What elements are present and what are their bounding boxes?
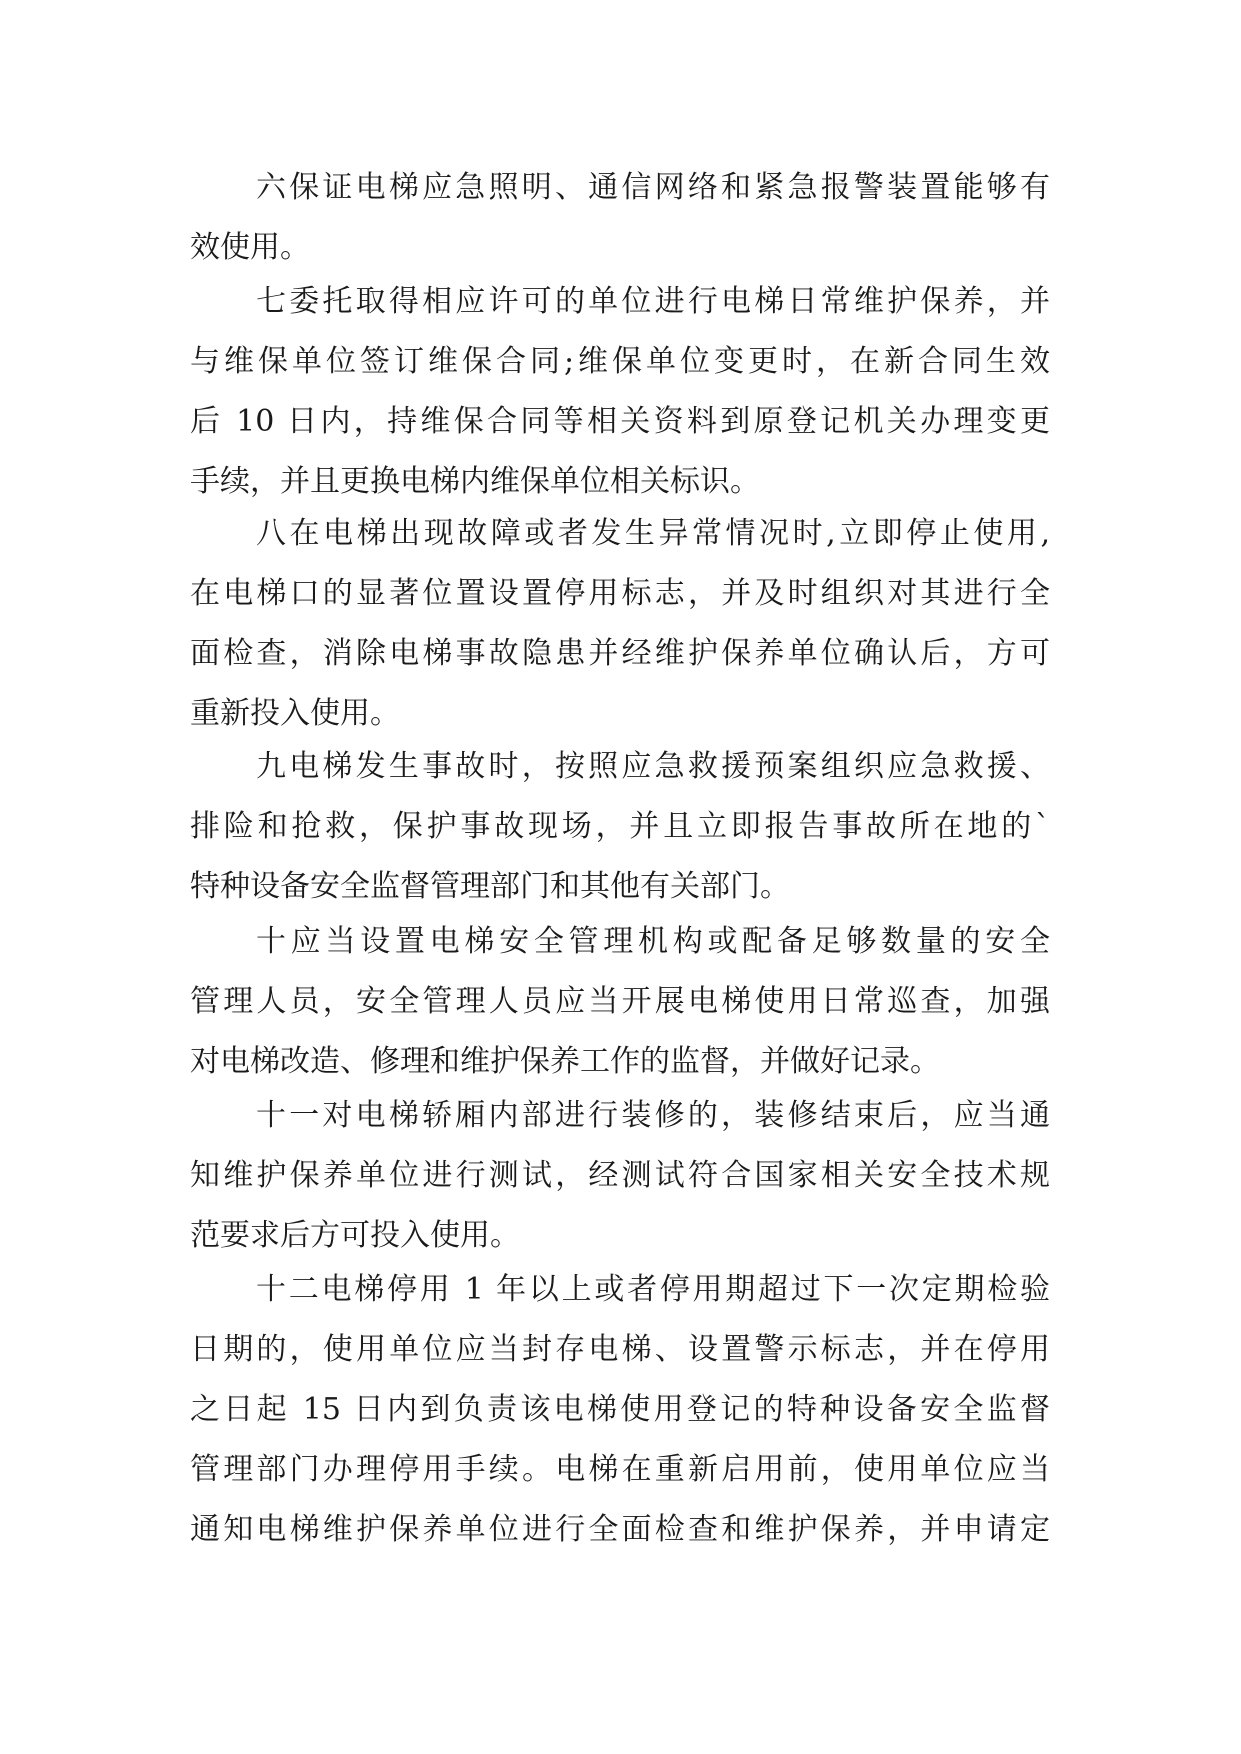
paragraph-line: 知维护保养单位进行测试，经测试符合国家相关安全技术规 [190, 1158, 1050, 1193]
paragraph-line: 之日起 15 日内到负责该电梯使用登记的特种设备安全监督 [190, 1392, 1050, 1427]
paragraph-line: 九电梯发生事故时，按照应急救援预案组织应急救援、 [256, 749, 1050, 784]
paragraph-line: 十一对电梯轿厢内部进行装修的，装修结束后，应当通 [256, 1098, 1050, 1133]
paragraph-line: 在电梯口的显著位置设置停用标志，并及时组织对其进行全 [190, 576, 1050, 611]
paragraph-7 [190, 272, 1050, 512]
paragraph-6 [190, 158, 1050, 278]
paragraph-line: 管理部门办理停用手续。电梯在重新启用前，使用单位应当 [190, 1452, 1050, 1487]
paragraph-line: 面检查，消除电梯事故隐患并经维护保养单位确认后，方可 [190, 636, 1050, 671]
paragraph-line: 日期的，使用单位应当封存电梯、设置警示标志，并在停用 [190, 1332, 1050, 1367]
paragraph-8 [190, 504, 1050, 744]
paragraph-line: 通知电梯维护保养单位进行全面检查和维护保养，并申请定 [190, 1512, 1050, 1547]
paragraph-line: 十二电梯停用 1 年以上或者停用期超过下一次定期检验 [256, 1272, 1050, 1307]
paragraph-line: 十应当设置电梯安全管理机构或配备足够数量的安全 [256, 924, 1050, 959]
paragraph-line: 排险和抢救，保护事故现场，并且立即报告事故所在地的` [190, 809, 1050, 844]
paragraph-line: 后 10 日内，持维保合同等相关资料到原登记机关办理变更 [190, 404, 1050, 439]
paragraph-line: 管理人员，安全管理人员应当开展电梯使用日常巡查，加强 [190, 984, 1050, 1019]
paragraph-line: 范要求后方可投入使用。 [190, 1218, 520, 1253]
paragraph-line: 七委托取得相应许可的单位进行电梯日常维护保养，并 [256, 284, 1050, 319]
paragraph-line: 与维保单位签订维保合同;维保单位变更时，在新合同生效 [190, 344, 1050, 379]
paragraph-line: 效使用。 [190, 230, 310, 265]
paragraph-line: 六保证电梯应急照明、通信网络和紧急报警装置能够有 [256, 170, 1050, 205]
paragraph-10 [190, 912, 1050, 1092]
paragraph-line: 对电梯改造、修理和维护保养工作的监督，并做好记录。 [190, 1044, 940, 1079]
paragraph-line: 八在电梯出现故障或者发生异常情况时,立即停止使用, [256, 516, 1050, 551]
paragraph-line: 特种设备安全监督管理部门和其他有关部门。 [190, 869, 790, 904]
paragraph-11 [190, 1086, 1050, 1266]
paragraph-line: 重新投入使用。 [190, 696, 400, 731]
paragraph-9 [190, 737, 1050, 917]
paragraph-line: 手续，并且更换电梯内维保单位相关标识。 [190, 464, 760, 499]
paragraph-12 [190, 1260, 1050, 1560]
